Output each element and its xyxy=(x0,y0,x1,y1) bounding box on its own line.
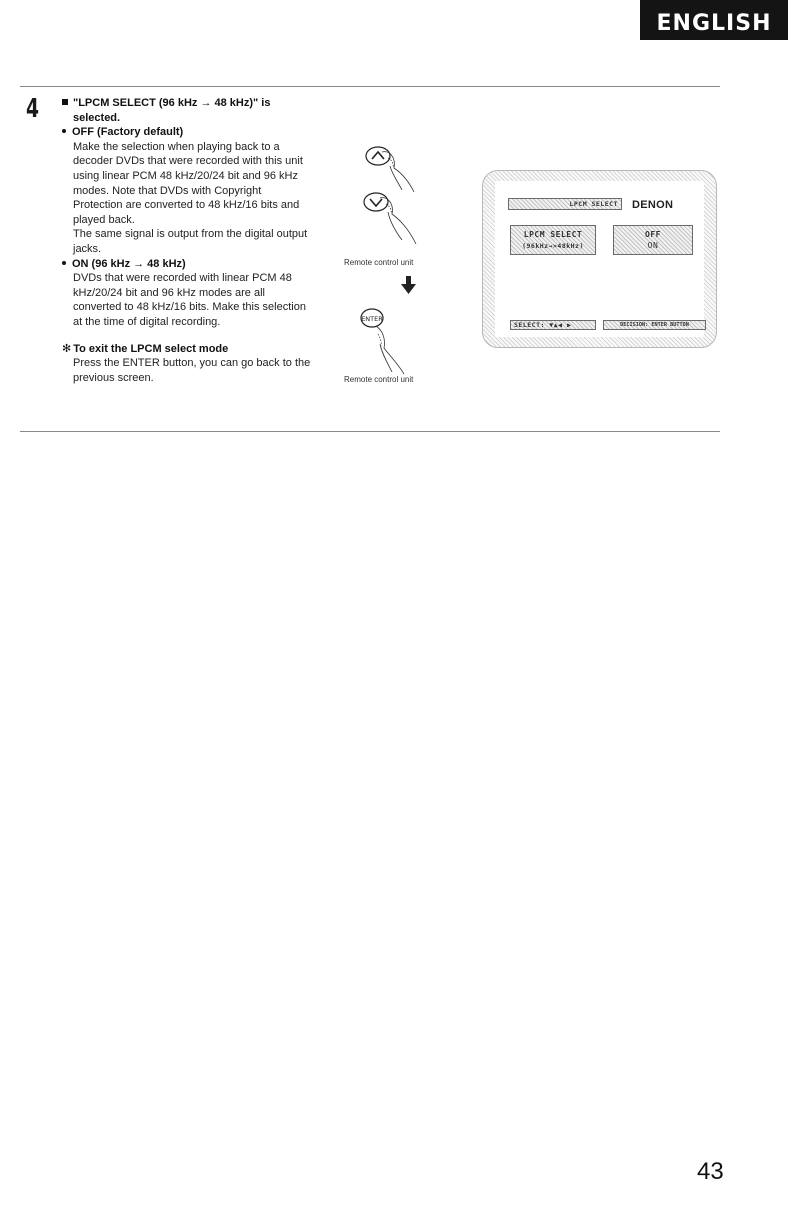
bottom-divider xyxy=(20,431,720,432)
osd-setting-line-2: (96kHz→>48kHz) xyxy=(522,242,584,250)
heading-line-2: selected. xyxy=(73,111,121,124)
step-heading xyxy=(62,96,336,125)
language-tab: ENGLISH xyxy=(640,0,788,40)
osd-decision-hint: DECISION: ENTER BUTTON xyxy=(603,320,706,330)
option-on-title: ON (96 kHz → 48 kHz) xyxy=(62,257,336,272)
enter-button-icon xyxy=(361,309,383,327)
top-divider xyxy=(20,86,720,87)
osd-value-on: ON xyxy=(647,241,659,250)
osd-brand: DENON xyxy=(632,199,674,211)
option-off-title: OFF (Factory default) xyxy=(62,125,336,140)
enter-label: ENTER xyxy=(361,315,383,323)
osd-setting-line-1: LPCM SELECT xyxy=(523,230,583,239)
cursor-down-button-icon xyxy=(364,193,388,211)
page-number: 43 xyxy=(697,1158,724,1185)
option-on-description: DVDs that were recorded with linear PCM 48 kHz/20/24 bit and 96 kHz modes are all converted to 48 kHz/16 bits. Make this selection at the time of digital recording. xyxy=(73,272,306,328)
option-off-description: Make the selection when playing back to a decoder DVDs that were recorded with this unit using linear PCM 48 kHz/20/24 bit and 96 kHz modes. Note that DVDs with Copyright Protection are converted to 48 kHz/16 bits and played back. The same signal is output from the digital output jacks. xyxy=(73,140,308,255)
osd-value-off: OFF xyxy=(645,230,661,239)
exit-description: Press the ENTER button, you can go back to the previous screen. xyxy=(73,357,311,384)
step-text xyxy=(62,96,336,385)
heading-line-1: "LPCM SELECT (96 kHz → 48 kHz)" is xyxy=(73,97,271,109)
finger-press-icon xyxy=(376,326,404,374)
bullet-icon xyxy=(62,261,66,265)
osd-setting-values xyxy=(613,225,693,255)
down-arrow-icon xyxy=(401,276,416,294)
osd-setting-label xyxy=(510,225,596,255)
remote-caption-1: Remote control unit xyxy=(344,258,414,267)
exit-title: ✻ To exit the LPCM select mode xyxy=(62,342,229,355)
osd-select-hint: SELECT: ▼▲◀ ▶ xyxy=(510,320,596,330)
square-bullet-icon xyxy=(62,99,68,105)
bullet-icon xyxy=(62,129,66,133)
remote-illustrations xyxy=(344,128,464,398)
osd-menu-tab: LPCM SELECT xyxy=(508,198,622,210)
cursor-up-button-icon xyxy=(366,147,390,165)
remote-caption-2: Remote control unit xyxy=(344,375,414,384)
asterisk-icon: ✻ xyxy=(62,342,72,355)
step-number: 4 xyxy=(26,94,40,124)
